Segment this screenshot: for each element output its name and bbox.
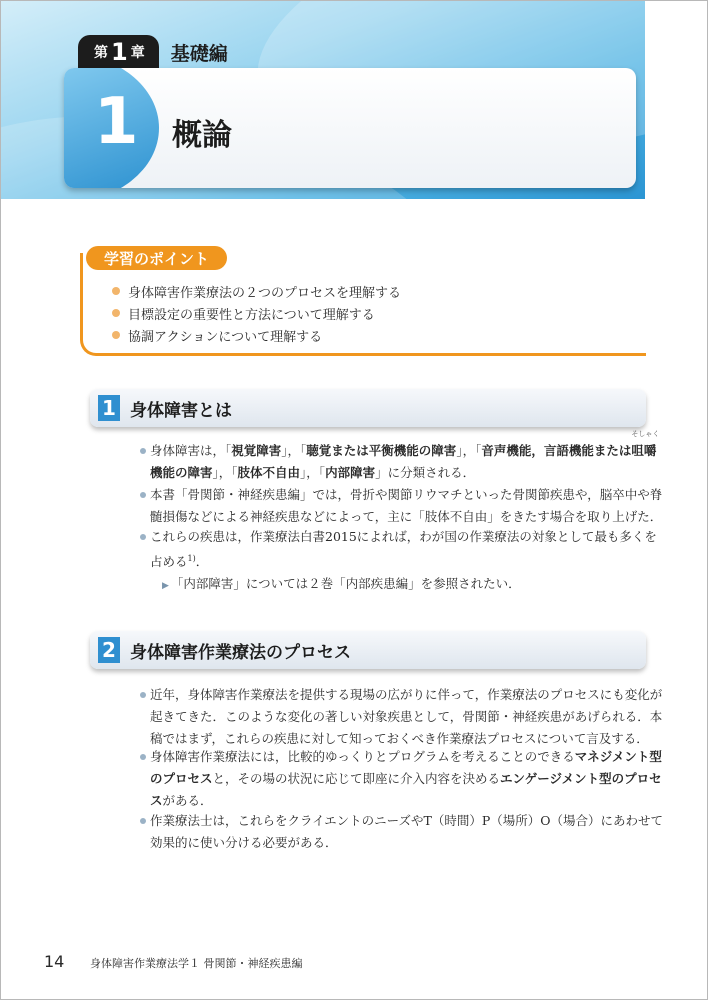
text: 身体障害は，「 <box>150 443 232 458</box>
paragraph-line: 作業療法士は，これらをクライエントのニーズやT（時間）P（場所）O（場合）にあわせて <box>150 813 663 828</box>
citation-superscript: 1) <box>187 554 196 563</box>
text: ． <box>195 554 209 570</box>
bullet-dot-icon <box>140 754 146 760</box>
reference-note <box>162 574 521 592</box>
bold-term: 視覚障害 <box>231 443 282 458</box>
paragraph-line: 本書「骨関節・神経疾患編」では，骨折や関節リウマチといった骨関節疾患や，脳卒中や脊 <box>150 487 663 502</box>
text: と，その場の状況に応じて即座に介入内容を決める <box>212 771 501 786</box>
bold-term: のプロセス <box>150 771 213 786</box>
text: 占める <box>150 554 188 570</box>
text: 」，「 <box>281 443 307 458</box>
paragraph <box>150 484 663 528</box>
section-header-2 <box>90 631 646 669</box>
paragraph <box>150 810 663 854</box>
page-title: 概論 <box>172 118 232 153</box>
paragraph <box>150 746 662 812</box>
chapter-label <box>78 35 159 69</box>
bullet-dot-icon <box>140 534 146 540</box>
bullet-dot-icon <box>140 492 146 498</box>
bold-term: 内部障害 <box>325 465 376 480</box>
bold-term: ス <box>150 793 163 808</box>
paragraph-line <box>150 462 650 484</box>
list-item-text: 身体障害作業療法の２つのプロセスを理解する <box>128 285 402 301</box>
paragraph-line: 稿ではまず，これらの疾患に対して知っておくべき作業療法プロセスについて言及する． <box>150 731 649 746</box>
text: 」に分類される． <box>375 465 476 480</box>
paragraph <box>150 684 663 750</box>
paragraph-line <box>150 768 662 790</box>
list-item <box>112 302 401 324</box>
chapter-title: 基礎編 <box>170 42 228 65</box>
section-number: 1 <box>94 85 139 159</box>
triangle-right-icon: ▶ <box>162 581 169 591</box>
bold-term: 機能の障害 <box>150 465 213 480</box>
chapter-number: 1 <box>111 38 128 66</box>
paragraph-line: これらの疾患は，作業療法白書2015によれば，わが国の作業療法の対象として最も多くを <box>150 529 657 544</box>
paragraph-line <box>150 790 650 812</box>
list-item-text: 協調アクションについて理解する <box>128 329 323 345</box>
list-item <box>112 280 401 302</box>
text: 」，「 <box>456 443 482 458</box>
section-header-1 <box>90 389 646 427</box>
bold-term: 音声機能，言語機能または <box>481 443 632 458</box>
bullet-dot-icon <box>112 287 120 295</box>
bullet-dot-icon <box>140 818 146 824</box>
page-number: 14 <box>44 952 65 971</box>
section-title: 身体障害とは <box>130 400 232 421</box>
running-footer: 身体障害作業療法学１ 骨関節・神経疾患編 <box>90 957 303 970</box>
note-text: 「内部障害」については２巻「内部疾患編」を参照されたい． <box>170 576 521 591</box>
text: 身体障害作業療法には，比較的ゆっくりとプログラムを考えることのできる <box>150 749 575 764</box>
bullet-dot-icon <box>112 309 120 317</box>
bold-term: 咀嚼 <box>631 443 657 458</box>
section-title-card <box>64 68 636 188</box>
paragraph <box>150 526 657 573</box>
bold-term: 聴覚または平衡機能の障害 <box>306 443 457 458</box>
ruby-term <box>631 430 660 462</box>
paragraph <box>150 430 660 484</box>
text: がある． <box>162 793 213 808</box>
learning-points-label: 学習のポイント <box>86 246 227 270</box>
ruby-reading: そしゃく <box>631 430 660 438</box>
paragraph-line: 起きてきた．このような変化の著しい対象疾患として，骨関節・神経疾患があげられる．本 <box>150 709 663 724</box>
text: 」，「 <box>212 465 238 480</box>
paragraph-line: 近年，身体障害作業療法を提供する現場の広がりに伴って，作業療法のプロセスにも変化が <box>150 687 663 702</box>
list-item-text: 目標設定の重要性と方法について理解する <box>128 307 375 323</box>
bold-term: エンゲージメント型のプロセ <box>500 771 662 786</box>
bold-term: 肢体不自由 <box>237 465 301 480</box>
bullet-dot-icon <box>140 692 146 698</box>
paragraph-line: 効果的に使い分ける必要がある． <box>150 835 338 850</box>
section-title: 身体障害作業療法のプロセス <box>130 642 351 663</box>
chapter-prefix: 第 <box>94 45 108 61</box>
text: 」，「 <box>300 465 326 480</box>
bullet-dot-icon <box>112 331 120 339</box>
paragraph-line <box>150 548 650 573</box>
learning-points-list <box>112 280 401 346</box>
section-number-badge: 1 <box>98 395 120 421</box>
section-number-badge: 2 <box>98 637 120 663</box>
chapter-tab <box>78 35 228 69</box>
paragraph-line <box>150 430 660 462</box>
paragraph-line <box>150 746 662 768</box>
bold-term: マネジメント型 <box>574 749 662 764</box>
chapter-suffix: 章 <box>130 45 145 61</box>
paragraph-line: 髄損傷などによる神経疾患などによって，主に「肢体不自由」をきたす場合を取り上げた． <box>150 509 663 524</box>
bullet-dot-icon <box>140 448 146 454</box>
list-item <box>112 324 401 346</box>
